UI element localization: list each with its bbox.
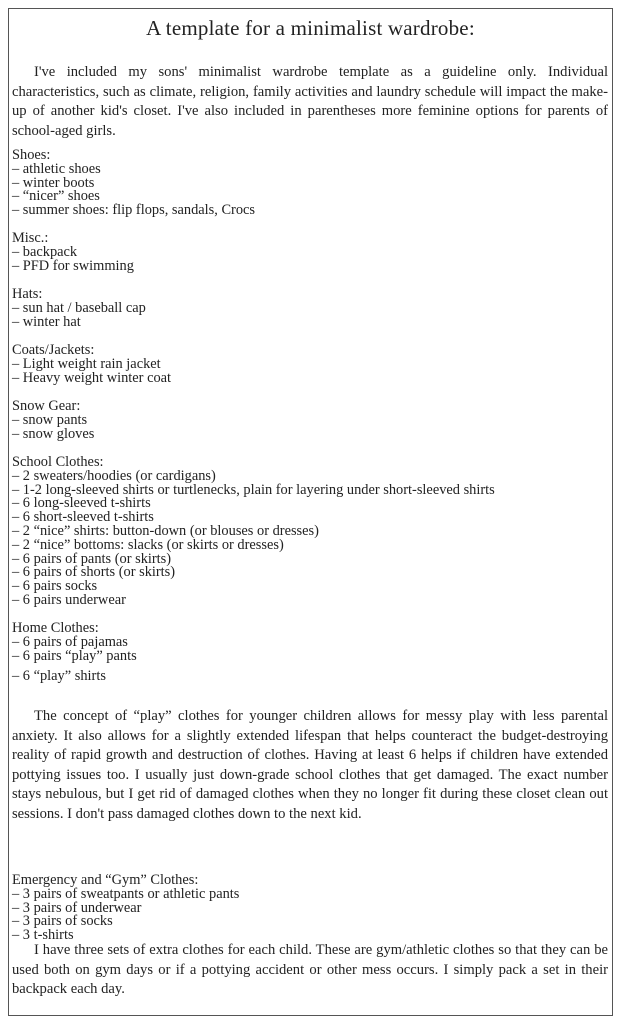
closing-paragraph <box>12 941 608 1000</box>
list-item: – 1-2 long-sleeved shirts or turtlenecks, plain for layering under short-sleeved shirts <box>12 481 495 498</box>
section-heading: Misc.: <box>12 230 49 246</box>
section-heading: Shoes: <box>12 147 51 163</box>
list-item: – 6 pairs socks <box>12 578 98 595</box>
list-item: – 6 pairs of pants (or skirts) <box>12 550 172 567</box>
section-school-clothes <box>12 456 608 608</box>
closing-text: I have three sets of extra clothes for each child. These are gym/athletic clothes so that they can be used both on gym days or if a pottying accident or other mess occurs. I simply pack a set in their backpack each day. <box>12 942 608 997</box>
list-item: – winter hat <box>12 313 81 330</box>
section-shoes <box>12 149 608 218</box>
list-item: – 2 sweaters/hoodies (or cardigans) <box>12 467 216 484</box>
play-clothes-paragraph <box>12 707 608 824</box>
list-item: – 2 “nice” shirts: button-down (or blouses or dresses) <box>12 522 319 539</box>
section-emergency-clothes <box>12 874 608 943</box>
section-heading: Hats: <box>12 286 43 302</box>
section-home-clothes <box>12 622 608 663</box>
section-heading: Snow Gear: <box>12 398 81 414</box>
list-item: – Light weight rain jacket <box>12 355 161 372</box>
list-item: – backpack <box>12 243 78 260</box>
list-item: – 6 pairs of shorts (or skirts) <box>12 564 176 581</box>
list-item: – athletic shoes <box>12 160 101 177</box>
list-item: – PFD for swimming <box>12 257 134 274</box>
section-coats-jackets <box>12 344 608 385</box>
section-heading: Emergency and “Gym” Clothes: <box>12 872 199 888</box>
list-item: – 2 “nice” bottoms: slacks (or skirts or dresses) <box>12 536 284 553</box>
list-item: – 6 “play” shirts <box>12 668 106 684</box>
play-clothes-text: The concept of “play” clothes for younger children allows for messy play with less parental anxiety. It also allows for a slightly extended lifespan that helps counteract the budget-destroying reality of rapid growth and destruction of clothes. Having at least 6 helps if children have extended pottying issues too. I usually just down-grade school clothes that get damaged. The exact number stays nebulous, but I get rid of damaged clothes when they no longer fit during these closet clean out sessions. I don't pass damaged clothes down to the next kid. <box>12 708 608 822</box>
page-title: A template for a minimalist wardrobe: <box>146 16 475 40</box>
section-heading: School Clothes: <box>12 454 104 470</box>
list-item: – 6 pairs of pajamas <box>12 633 128 650</box>
list-item: – snow gloves <box>12 425 95 442</box>
list-item: – 6 pairs “play” pants <box>12 647 137 664</box>
list-item: – sun hat / baseball cap <box>12 299 146 316</box>
list-item: – snow pants <box>12 411 88 428</box>
list-item: – 3 pairs of socks <box>12 913 113 930</box>
list-item: – 6 pairs underwear <box>12 591 126 608</box>
list-item: – 3 t-shirts <box>12 927 74 944</box>
intro-paragraph <box>12 63 608 141</box>
list-item: – 3 pairs of sweatpants or athletic pants <box>12 885 240 902</box>
intro-text: I've included my sons' minimalist wardrobe template as a guideline only. Individual characteristics, such as climate, religion, family activities and laundry schedule will impact the make-up of another kid's closet. I've also included in parentheses more feminine options for parents of school-aged girls. <box>12 64 608 139</box>
list-item: – 6 long-sleeved t-shirts <box>12 495 151 512</box>
section-misc <box>12 232 608 273</box>
section-snow-gear <box>12 400 608 441</box>
section-heading: Coats/Jackets: <box>12 342 95 358</box>
list-item: – summer shoes: flip flops, sandals, Crocs <box>12 202 256 219</box>
section-hats <box>12 288 608 329</box>
document-page <box>8 8 613 1016</box>
list-item: – 6 short-sleeved t-shirts <box>12 509 154 526</box>
list-item: – winter boots <box>12 174 95 191</box>
list-item: – Heavy weight winter coat <box>12 369 172 386</box>
list-item: – “nicer” shoes <box>12 188 100 205</box>
list-item: – 3 pairs of underwear <box>12 899 142 916</box>
section-heading: Home Clothes: <box>12 620 99 636</box>
